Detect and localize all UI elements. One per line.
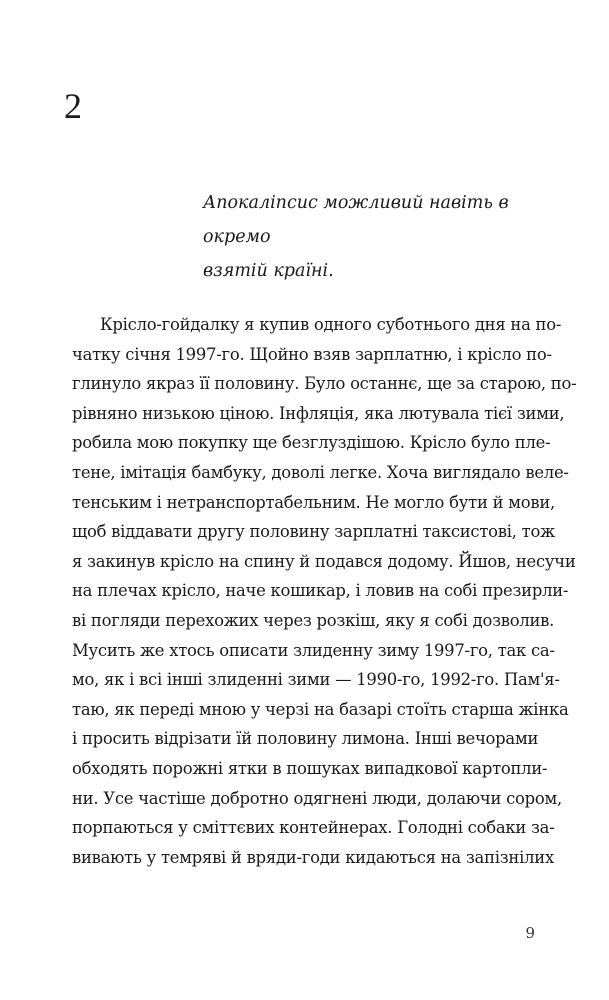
body-line: ві погляди перехожих через розкіш, яку я собі дозволив. [72,610,555,630]
body-line: на плечах крісло, наче кошикар, і ловив на собі презирли- [72,581,569,601]
body-line: щоб віддавати другу половину зарплатні таксистові, тож [72,522,555,542]
body-line: робила мою покупку ще безглуздішою. Крісло було пле- [72,433,551,453]
epigraph [203,186,548,288]
body-line: глинуло якраз її половину. Було останнє, ще за старою, по- [72,374,577,394]
body-line: я закинув крісло на спину й подався додому. Йшов, несучи [72,551,576,571]
body-line: мо, як і всі інші злиденні зими — 1990-го, 1992-го. Пам'я- [72,670,560,690]
body-line: Мусить же хтось описати злиденну зиму 1997-го, так са- [72,640,555,660]
body-line: тене, імітація бамбуку, доволі легке. Хоча виглядало веле- [72,462,569,482]
body-text [72,310,577,872]
body-line: порпаються у сміттєвих контейнерах. Голодні собаки за- [72,818,555,838]
body-line: Крісло-гойдалку я купив одного суботнього дня на по- [100,315,562,334]
body-line: таю, як переді мною у черзі на базарі стоїть старша жінка [72,699,569,719]
body-line: вивають у темряві й вряди-годи кидаються на запізнілих [72,847,554,867]
body-line: і просить відрізати їй половину лимона. Інші вечорами [72,729,539,749]
body-line: чатку січня 1997-го. Щойно взяв зарплатню, і крісло по- [72,344,552,364]
body-line: обходять порожні ятки в пошуках випадкової картопли- [72,758,548,778]
chapter-number: 2 [64,86,82,126]
body-line: тенським і нетранспортабельним. Не могло бути й мови, [72,492,555,512]
epigraph-line: взятій країні. [203,261,334,281]
body-line: ни. Усе частіше добротно одягнені люди, долаючи сором, [72,788,562,808]
page-number: 9 [525,924,535,942]
epigraph-line: Апокаліпсис можливий навіть в окремо [203,193,509,247]
body-line: рівняно низькою ціною. Інфляція, яка лютувала тієї зими, [72,403,565,423]
